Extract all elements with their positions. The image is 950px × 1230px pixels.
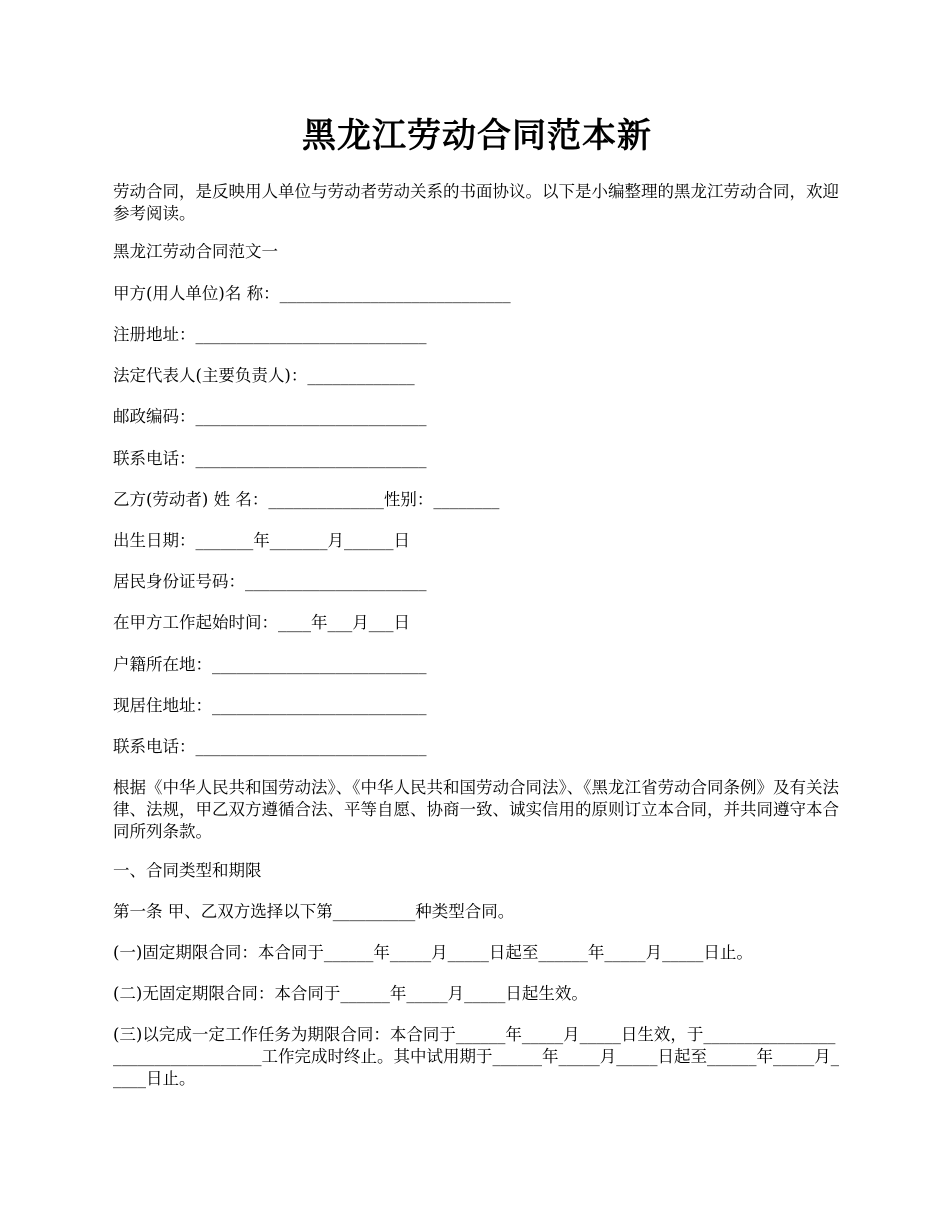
field-household-registration: 户籍所在地：__________________________: [113, 655, 427, 674]
field-start-date: 在甲方工作起始时间：____年___月___日: [113, 613, 410, 632]
field-id-number: 居民身份证号码：______________________: [113, 572, 427, 591]
intro-paragraph: 劳动合同，是反映用人单位与劳动者劳动关系的书面协议。以下是小编整理的黑龙江劳动合同，欢迎参考阅读。: [113, 182, 839, 223]
basis-paragraph: 根据《中华人民共和国劳动法》、《中华人民共和国劳动合同法》、《黑龙江省劳动合同条例》及有关法律、法规，甲乙双方遵循合法、平等自愿、协商一致、诚实信用的原则订立本合同，并共同遵守本合同所列条款。: [113, 778, 839, 841]
article-one: 第一条 甲、乙双方选择以下第__________种类型合同。: [113, 902, 515, 921]
field-birth-date: 出生日期：_______年_______月______日: [113, 531, 410, 550]
chapter-heading: 一、合同类型和期限: [113, 861, 262, 880]
field-employee-phone: 联系电话：____________________________: [113, 737, 427, 756]
section-heading: 黑龙江劳动合同范文一: [113, 242, 278, 261]
option-task-based: (三)以完成一定工作任务为期限合同：本合同于______年_____月_____日生效，于__________________________________工作完成时终止。其中试用期于______年_____月_____日起至______年_____月_____日止。: [113, 1025, 839, 1088]
field-employer-phone: 联系电话：____________________________: [113, 449, 427, 468]
field-employee-name-gender: 乙方(劳动者) 姓 名：______________性别：________: [113, 490, 500, 509]
field-postal-code: 邮政编码：____________________________: [113, 407, 427, 426]
page-title: 黑龙江劳动合同范本新: [302, 116, 652, 156]
option-open-ended: (二)无固定期限合同：本合同于______年_____月_____日起生效。: [113, 984, 588, 1003]
option-fixed-term: (一)固定期限合同：本合同于______年_____月_____日起至______年_____月_____日止。: [113, 943, 753, 962]
field-legal-representative: 法定代表人(主要负责人)：_____________: [113, 366, 415, 385]
field-current-address: 现居住地址：__________________________: [113, 696, 427, 715]
field-registered-address: 注册地址：____________________________: [113, 325, 427, 344]
field-employer-name: 甲方(用人单位)名 称：____________________________: [113, 284, 511, 303]
